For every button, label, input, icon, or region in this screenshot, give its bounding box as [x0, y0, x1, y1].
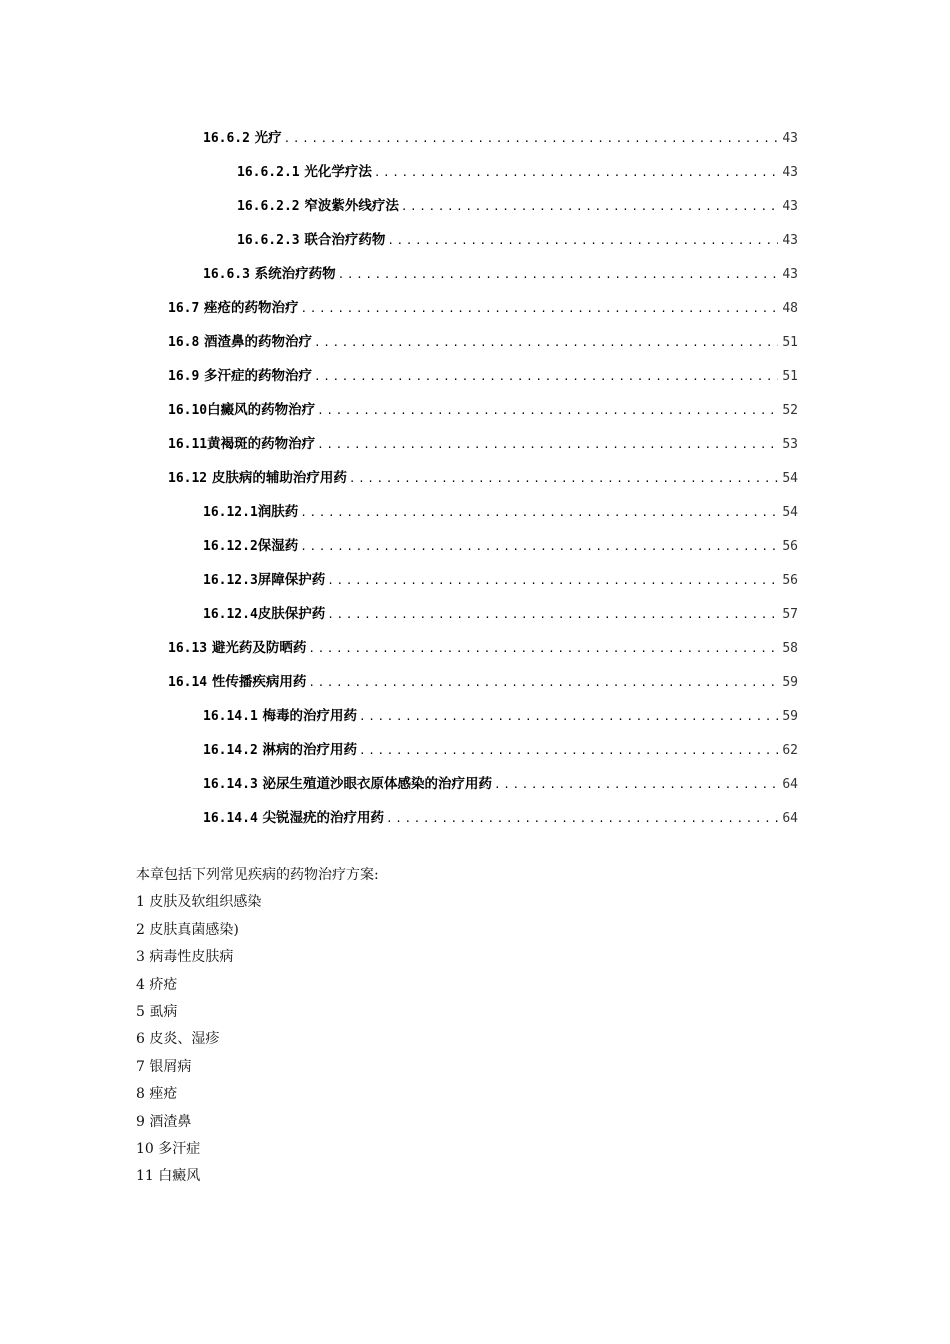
toc-entry-number: 16.14.3 [203, 777, 258, 792]
toc-entry[interactable] [203, 704, 798, 728]
toc-dot-leader [359, 739, 778, 763]
toc-dot-leader [308, 637, 778, 661]
toc-entry[interactable] [237, 194, 798, 218]
toc-entry-number: 16.11 [168, 437, 208, 452]
toc-entry[interactable] [203, 738, 798, 762]
toc-entry-page: 58 [782, 641, 798, 656]
toc-entry-page: 59 [782, 709, 798, 724]
toc-entry-number: 16.6.2.3 [237, 233, 300, 248]
toc-entry-title: 窄波紫外线疗法 [304, 198, 399, 214]
toc-entry-page: 57 [782, 607, 798, 622]
toc-dot-leader [317, 433, 778, 457]
toc-entry-page: 54 [782, 505, 798, 520]
toc-dot-leader [387, 229, 778, 253]
toc-entry-page: 62 [782, 743, 798, 758]
intro-list-item: 4 疥疮 [136, 976, 178, 993]
toc-entry-title: 黄褐斑的药物治疗 [207, 436, 316, 452]
intro-list-item: 5 虱病 [136, 1003, 178, 1020]
toc-entry[interactable] [203, 806, 798, 830]
toc-entry-page: 43 [782, 165, 798, 180]
toc-entry-number: 16.7 [168, 301, 200, 316]
toc-entry-number: 16.6.2.2 [237, 199, 300, 214]
toc-entry-number: 16.12.3 [203, 573, 258, 588]
toc-dot-leader [374, 161, 779, 185]
toc-entry-title: 皮肤保护药 [257, 606, 326, 622]
toc-dot-leader [401, 195, 779, 219]
toc-entry-title: 保湿药 [257, 538, 299, 554]
toc-entry-title: 尖锐湿疣的治疗用药 [262, 810, 384, 826]
toc-entry-title: 光疗 [254, 130, 282, 146]
toc-dot-leader [314, 331, 778, 355]
toc-entry[interactable] [203, 534, 798, 558]
intro-list-item: 2 皮肤真菌感染) [136, 921, 239, 938]
toc-dot-leader [386, 807, 778, 831]
toc-dot-leader [359, 705, 778, 729]
toc-entry-title: 淋病的治疗用药 [262, 742, 357, 758]
toc-entry[interactable] [168, 364, 798, 388]
toc-entry-page: 56 [782, 539, 798, 554]
toc-entry-title: 性传播疾病用药 [211, 674, 307, 690]
toc-entry[interactable] [168, 398, 798, 422]
toc-entry-number: 16.12 [168, 471, 208, 486]
toc-entry-number: 16.10 [168, 403, 208, 418]
toc-entry-page: 64 [782, 777, 798, 792]
toc-dot-leader [301, 297, 779, 321]
toc-entry[interactable] [168, 670, 798, 694]
toc-entry-title: 多汗症的药物治疗 [204, 368, 313, 384]
toc-dot-leader [494, 773, 778, 797]
toc-entry[interactable] [203, 772, 798, 796]
toc-entry-number: 16.9 [168, 369, 200, 384]
chapter-intro [136, 862, 836, 1191]
toc-entry[interactable] [203, 568, 798, 592]
toc-entry[interactable] [168, 636, 798, 660]
toc-entry-title: 联合治疗药物 [304, 232, 386, 248]
toc-entry-page: 43 [782, 267, 798, 282]
toc-entry[interactable] [237, 228, 798, 252]
toc-entry-number: 16.14.1 [203, 709, 258, 724]
toc-entry-title: 皮肤病的辅助治疗用药 [211, 470, 347, 486]
toc-dot-leader [308, 671, 778, 695]
toc-entry-page: 48 [782, 301, 798, 316]
toc-entry[interactable] [168, 432, 798, 456]
toc-entry[interactable] [203, 262, 798, 286]
toc-entry-number: 16.6.2.1 [237, 165, 300, 180]
toc-dot-leader [327, 603, 778, 627]
toc-entry-page: 51 [782, 335, 798, 350]
toc-entry-title: 泌尿生殖道沙眼衣原体感染的治疗用药 [262, 776, 492, 792]
toc-entry-number: 16.12.1 [203, 505, 258, 520]
toc-entry-number: 16.8 [168, 335, 200, 350]
toc-entry-number: 16.12.2 [203, 539, 258, 554]
toc-entry-number: 16.14 [168, 675, 208, 690]
toc-entry[interactable] [168, 466, 798, 490]
toc-dot-leader [300, 535, 778, 559]
intro-list-item: 6 皮炎、湿疹 [136, 1031, 220, 1048]
toc-entry-page: 64 [782, 811, 798, 826]
toc-entry-page: 51 [782, 369, 798, 384]
toc-dot-leader [284, 127, 779, 151]
toc-dot-leader [317, 399, 778, 423]
intro-list-item: 3 病毒性皮肤病 [136, 949, 234, 966]
toc-dot-leader [338, 263, 779, 287]
toc-entry-title: 屏障保护药 [257, 572, 326, 588]
toc-entry[interactable] [168, 330, 798, 354]
toc-entry-title: 白癜风的药物治疗 [207, 402, 316, 418]
toc-entry-number: 16.13 [168, 641, 208, 656]
intro-list-item: 10 多汗症 [136, 1140, 201, 1157]
intro-list-item: 11 白癜风 [136, 1168, 201, 1185]
toc-entry-title: 润肤药 [257, 504, 299, 520]
toc-entry-title: 避光药及防晒药 [211, 640, 307, 656]
toc-entry-number: 16.6.3 [203, 267, 250, 282]
toc-entry-number: 16.14.4 [203, 811, 258, 826]
toc-entry-number: 16.14.2 [203, 743, 258, 758]
toc-entry-number: 16.12.4 [203, 607, 258, 622]
toc-entry-title: 痤疮的药物治疗 [204, 300, 299, 316]
toc-entry-page: 56 [782, 573, 798, 588]
toc-entry[interactable] [203, 126, 798, 150]
toc-entry[interactable] [168, 296, 798, 320]
toc-entry-number: 16.6.2 [203, 131, 250, 146]
intro-list-item: 9 酒渣鼻 [136, 1113, 192, 1130]
toc-entry-page: 54 [782, 471, 798, 486]
toc-entry-page: 43 [782, 199, 798, 214]
toc-entry[interactable] [203, 602, 798, 626]
toc-entry-page: 43 [782, 233, 798, 248]
intro-heading: 本章包括下列常见疾病的药物治疗方案: [136, 867, 379, 883]
toc-entry[interactable] [203, 500, 798, 524]
toc-dot-leader [300, 501, 778, 525]
toc-entry-page: 52 [782, 403, 798, 418]
toc-entry[interactable] [237, 160, 798, 184]
intro-list-item: 8 痤疮 [136, 1086, 178, 1103]
intro-list-item: 1 皮肤及软组织感染 [136, 894, 262, 911]
toc-dot-leader [314, 365, 778, 389]
intro-list-item: 7 银屑病 [136, 1058, 192, 1075]
toc-entry-page: 43 [782, 131, 798, 146]
toc-dot-leader [349, 467, 779, 491]
toc-entry-page: 53 [782, 437, 798, 452]
toc-entry-title: 光化学疗法 [304, 164, 372, 180]
toc-entry-title: 酒渣鼻的药物治疗 [204, 334, 313, 350]
toc-entry-title: 系统治疗药物 [254, 266, 336, 282]
toc-entry-title: 梅毒的治疗用药 [262, 708, 357, 724]
toc-dot-leader [327, 569, 778, 593]
toc-entry-page: 59 [782, 675, 798, 690]
